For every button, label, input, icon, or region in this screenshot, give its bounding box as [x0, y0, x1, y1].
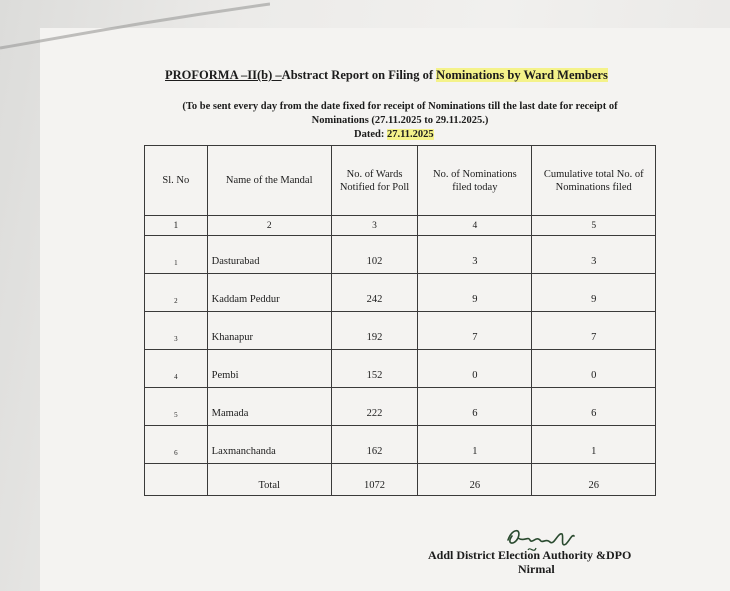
total-wards: 1072 [331, 464, 418, 496]
total-label: Total [207, 464, 331, 496]
cell-sl: 1 [145, 236, 208, 274]
header-today: No. of Nominations filed today [418, 146, 532, 216]
header-cumulative: Cumulative total No. of Nominations filed [532, 146, 656, 216]
column-number-row [145, 216, 656, 236]
table-row [145, 312, 656, 350]
col-num-1: 1 [145, 216, 208, 236]
title-prefix: PROFORMA –II(b) – [165, 68, 282, 82]
cell-today: 6 [418, 388, 532, 426]
cell-today: 3 [418, 236, 532, 274]
document-subtitle [140, 100, 660, 127]
cell-wards: 162 [331, 426, 418, 464]
cell-mandal: Laxmanchanda [207, 426, 331, 464]
cell-sl: 3 [145, 312, 208, 350]
table-row [145, 236, 656, 274]
cell-mandal: Kaddam Peddur [207, 274, 331, 312]
nominations-table [144, 145, 656, 496]
cell-mandal: Pembi [207, 350, 331, 388]
table-row [145, 274, 656, 312]
paper-edge-shadow [0, 0, 270, 60]
dated-label: Dated: [354, 129, 385, 140]
cell-cumulative: 1 [532, 426, 656, 464]
cell-cumulative: 9 [532, 274, 656, 312]
col-num-5: 5 [532, 216, 656, 236]
col-num-4: 4 [418, 216, 532, 236]
title-middle: Abstract Report on Filing of [281, 68, 437, 82]
header-sl-no: Sl. No [145, 146, 208, 216]
title-highlight: Nominations by Ward Members [436, 68, 608, 82]
header-wards: No. of Wards Notified for Poll [331, 146, 418, 216]
cell-wards: 242 [331, 274, 418, 312]
cell-cumulative: 6 [532, 388, 656, 426]
cell-today: 1 [418, 426, 532, 464]
signature-place: Nirmal [518, 562, 555, 576]
table-row [145, 426, 656, 464]
cell-cumulative: 0 [532, 350, 656, 388]
cell-mandal: Khanapur [207, 312, 331, 350]
dated-line [354, 129, 434, 140]
cell-wards: 152 [331, 350, 418, 388]
col-num-3: 3 [331, 216, 418, 236]
signature-designation: Addl District Election Authority &DPO [428, 548, 632, 562]
document-title [165, 68, 645, 83]
subtitle-line-2: Nominations (27.11.2025 to 29.11.2025.) [311, 114, 489, 126]
dated-value: 27.11.2025 [386, 129, 434, 140]
cell-today: 7 [418, 312, 532, 350]
table-header-row [145, 146, 656, 216]
cell-sl: 6 [145, 426, 208, 464]
cell-wards: 222 [331, 388, 418, 426]
total-row [145, 464, 656, 496]
cell-cumulative: 3 [532, 236, 656, 274]
cell-mandal: Dasturabad [207, 236, 331, 274]
col-num-2: 2 [207, 216, 331, 236]
subtitle-line-1: (To be sent every day from the date fixed for receipt of Nominations till the last date for receipt of [182, 101, 618, 112]
cell-mandal: Mamada [207, 388, 331, 426]
cell-today: 9 [418, 274, 532, 312]
cell-cumulative: 7 [532, 312, 656, 350]
cell-today: 0 [418, 350, 532, 388]
table-row [145, 388, 656, 426]
cell-sl: 4 [145, 350, 208, 388]
cell-sl: 5 [145, 388, 208, 426]
cell-wards: 192 [331, 312, 418, 350]
total-cumulative: 26 [532, 464, 656, 496]
total-today: 26 [418, 464, 532, 496]
cell-wards: 102 [331, 236, 418, 274]
table-row [145, 350, 656, 388]
header-mandal: Name of the Mandal [207, 146, 331, 216]
cell-sl: 2 [145, 274, 208, 312]
total-blank-cell [145, 464, 208, 496]
